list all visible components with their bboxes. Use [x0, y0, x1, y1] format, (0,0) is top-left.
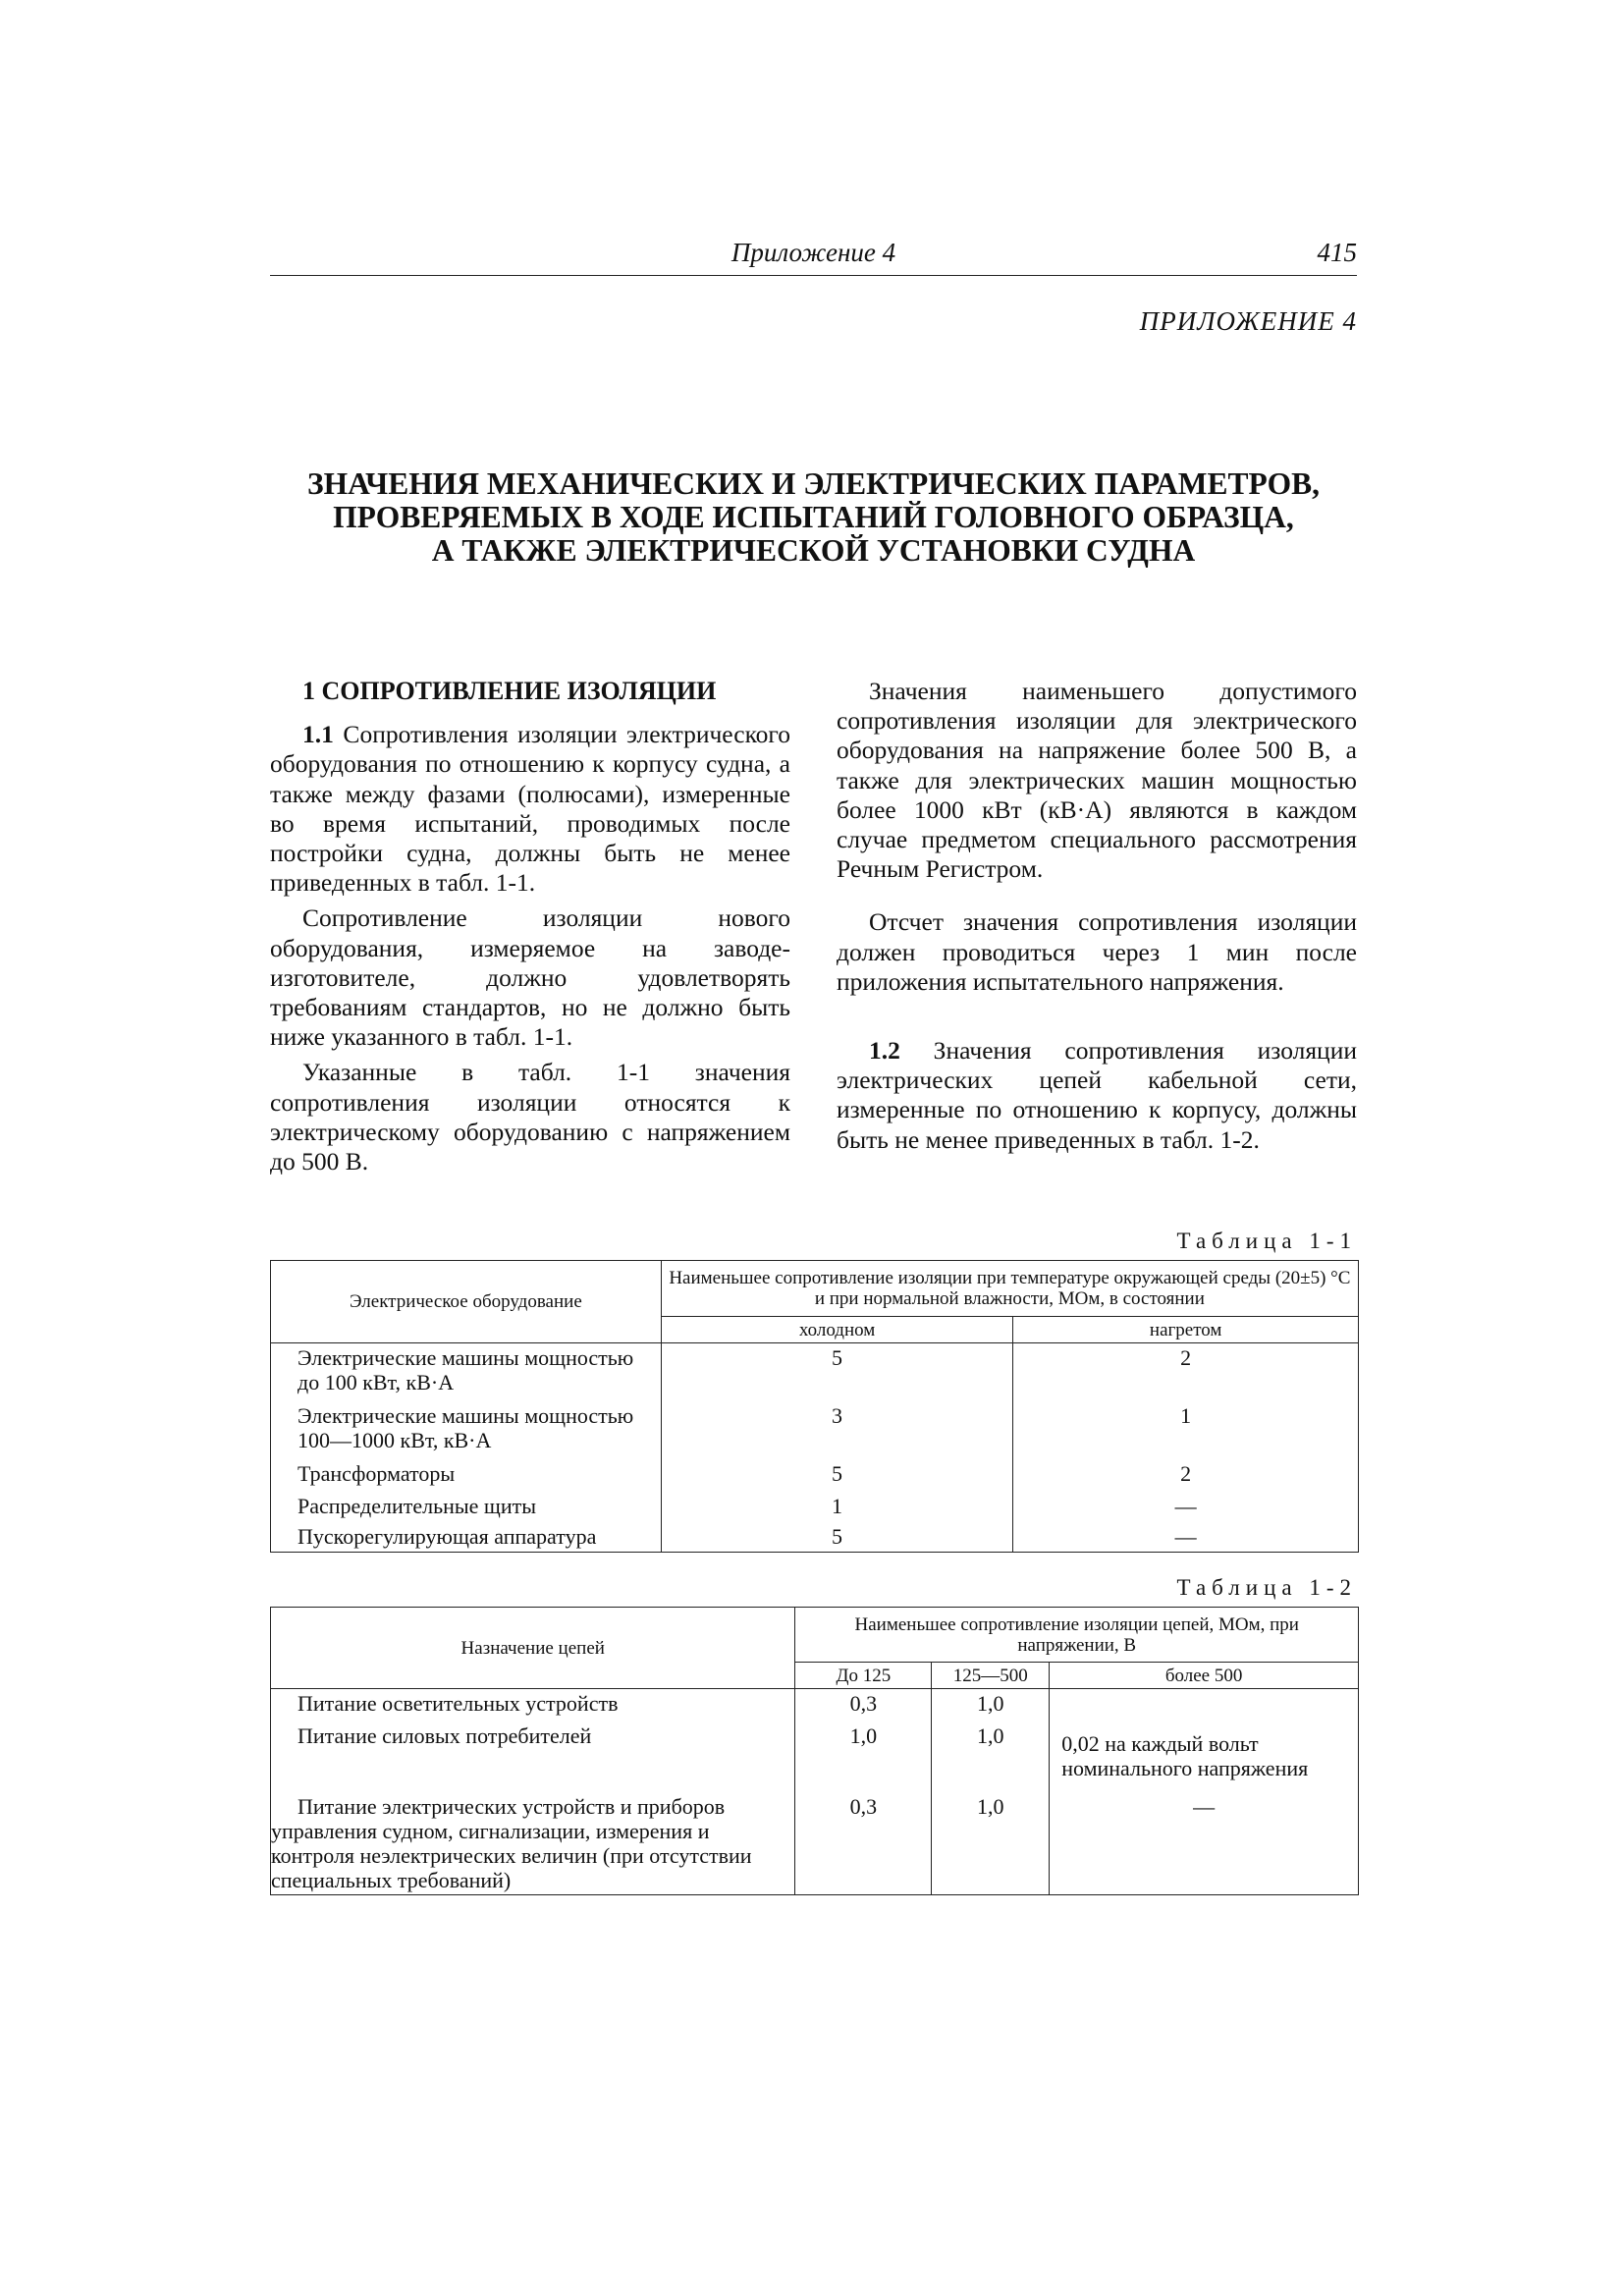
table-1-2 — [270, 1607, 1359, 1895]
page-title — [270, 467, 1357, 568]
cell-v1: 0,3 — [795, 1689, 932, 1722]
cell-v1: 0,3 — [795, 1782, 932, 1895]
table-1-2-caption: Таблица 1-2 — [1176, 1575, 1357, 1600]
cell-hot: — — [1013, 1492, 1359, 1522]
column-header-voltage-3: более 500 — [1050, 1663, 1359, 1689]
paragraph: Указанные в табл. 1-1 значения сопротивления изоляции относятся к электрическому оборудованию с напряжением до 500 В. — [270, 1058, 790, 1176]
cell-cold: 3 — [661, 1401, 1013, 1459]
cell-cold: 5 — [661, 1522, 1013, 1553]
clause-text: Значения сопротивления изоляции электрических цепей кабельной сети, измеренные по отношению к корпусу, должны быть не менее приведенных в табл. 1-2. — [837, 1036, 1357, 1154]
column-header-resistance: Наименьшее сопротивление изоляции цепей, МОм, при напряжении, В — [795, 1608, 1359, 1663]
table-row — [271, 1459, 1359, 1492]
column-header-cold: холодном — [661, 1317, 1013, 1343]
cell-hot: 1 — [1013, 1401, 1359, 1459]
column-header-hot: нагретом — [1013, 1317, 1359, 1343]
paragraph-1-2 — [837, 1036, 1357, 1155]
column-header-voltage-2: 125—500 — [932, 1663, 1050, 1689]
column-header-equipment: Электрическое оборудование — [271, 1261, 662, 1343]
cell-equipment: Трансформаторы — [271, 1459, 662, 1492]
table-row — [271, 1722, 1359, 1782]
column-header-resistance: Наименьшее сопротивление изоляции при температуре окружающей среды (20±5) °С и при нормальной влажности, МОм, в состоянии — [661, 1261, 1358, 1317]
title-line-3: А ТАКЖЕ ЭЛЕКТРИЧЕСКОЙ УСТАНОВКИ СУДНА — [431, 533, 1196, 568]
table-row — [271, 1522, 1359, 1553]
clause-number: 1.2 — [869, 1036, 900, 1066]
right-column — [837, 677, 1357, 1161]
paragraph: Отсчет значения сопротивления изоляции должен проводиться через 1 мин после приложения испытательного напряжения. — [837, 907, 1357, 996]
clause-number: 1.1 — [302, 720, 334, 749]
cell-hot: 2 — [1013, 1459, 1359, 1492]
running-header — [270, 238, 1357, 276]
cell-v1: 1,0 — [795, 1722, 932, 1782]
cell-equipment: Распределительные щиты — [271, 1492, 662, 1522]
cell-v2: 1,0 — [932, 1722, 1050, 1782]
left-column — [270, 677, 790, 1182]
paragraph: Сопротивление изоляции нового оборудования, измеряемое на заводе-изготовителе, должно удовлетворять требованиям стандартов, но не должно быть ниже указанного в табл. 1-1. — [270, 903, 790, 1052]
cell-equipment: Пускорегулирующая аппаратура — [271, 1522, 662, 1553]
page-number: 415 — [1317, 238, 1357, 267]
appendix-label: ПРИЛОЖЕНИЕ 4 — [1139, 306, 1357, 336]
cell-purpose: Питание силовых потребителей — [271, 1722, 795, 1782]
cell-cold: 5 — [661, 1459, 1013, 1492]
section-heading: 1 СОПРОТИВЛЕНИЕ ИЗОЛЯЦИИ — [302, 677, 717, 705]
cell-v2: 1,0 — [932, 1689, 1050, 1722]
table-row — [271, 1492, 1359, 1522]
cell-hot: 2 — [1013, 1343, 1359, 1401]
table-row — [271, 1343, 1359, 1401]
title-line-2: ПРОВЕРЯЕМЫХ В ХОДЕ ИСПЫТАНИЙ ГОЛОВНОГО ОБРАЗЦА, — [333, 500, 1294, 534]
title-line-1: ЗНАЧЕНИЯ МЕХАНИЧЕСКИХ И ЭЛЕКТРИЧЕСКИХ ПАРАМЕТРОВ, — [306, 466, 1320, 501]
cell-purpose: Питание осветительных устройств — [271, 1689, 795, 1722]
cell-equipment: Электрические машины мощностью до 100 кВт, кВ·А — [271, 1343, 662, 1401]
cell-v3: 0,02 на каждый вольт номинального напряжения — [1050, 1722, 1359, 1782]
cell-v3: — — [1050, 1782, 1359, 1895]
table-row — [271, 1689, 1359, 1722]
cell-cold: 5 — [661, 1343, 1013, 1401]
cell-cold: 1 — [661, 1492, 1013, 1522]
cell-equipment: Электрические машины мощностью 100—1000 кВт, кВ·А — [271, 1401, 662, 1459]
table-1-1-caption: Таблица 1-1 — [1176, 1229, 1357, 1253]
table-1-1 — [270, 1260, 1359, 1553]
cell-hot: — — [1013, 1522, 1359, 1553]
column-header-purpose: Назначение цепей — [271, 1608, 795, 1689]
paragraph-1-1 — [270, 720, 790, 898]
clause-text: Сопротивления изоляции электрического оборудования по отношению к корпусу судна, а также между фазами (полюсами), измеренные во время испытаний, проводимых после постройки судна, должны быть не менее приведенных в табл. 1-1. — [270, 720, 790, 898]
cell-v2: 1,0 — [932, 1782, 1050, 1895]
paragraph: Значения наименьшего допустимого сопротивления изоляции для электрического оборудования на напряжение более 500 В, а также для электрических машин мощностью более 1000 кВт (кВ·А) являются в каждом случае предметом специального рассмотрения Речным Регистром. — [837, 677, 1357, 884]
column-header-voltage-1: До 125 — [795, 1663, 932, 1689]
table-row — [271, 1782, 1359, 1895]
cell-v3 — [1050, 1689, 1359, 1722]
cell-purpose: Питание электрических устройств и приборов управления судном, сигнализации, измерения и контроля неэлектрических величин (при отсутствии специальных требований) — [271, 1782, 795, 1895]
table-row — [271, 1401, 1359, 1459]
running-title: Приложение 4 — [730, 238, 896, 267]
